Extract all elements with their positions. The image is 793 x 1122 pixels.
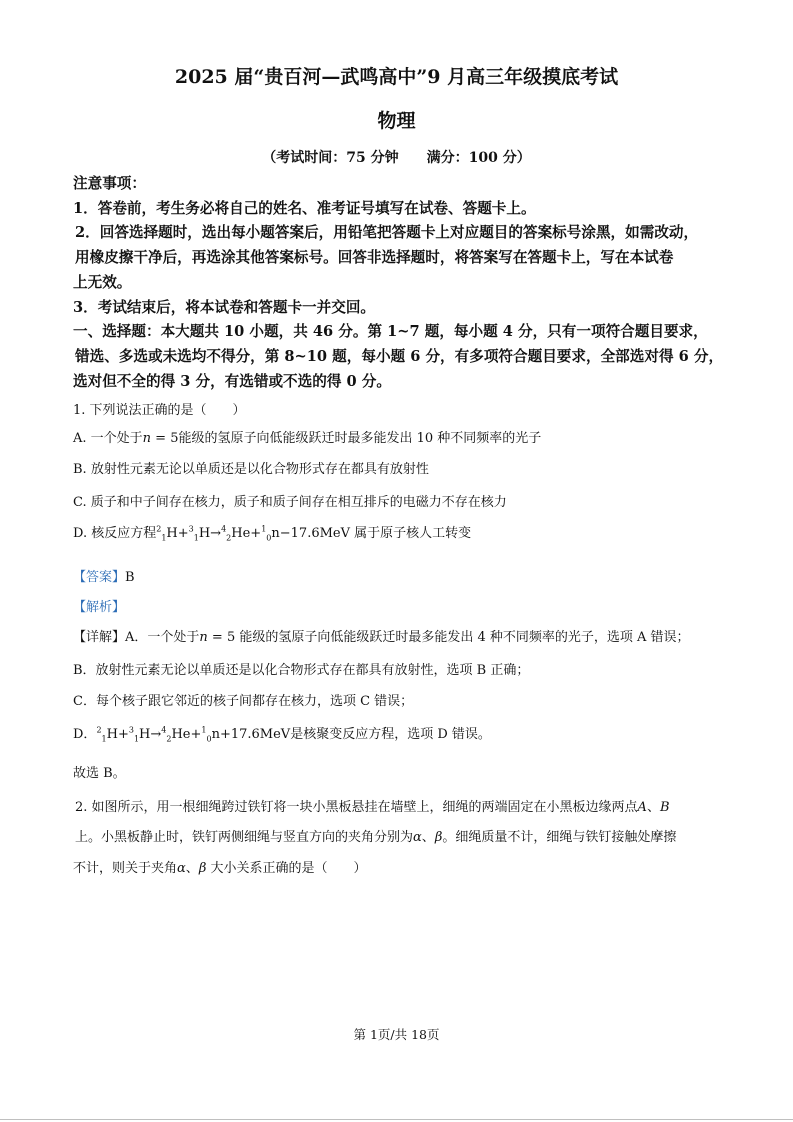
- q2-angles: α、β: [413, 830, 443, 845]
- q2-line-2: [75, 826, 676, 845]
- q2-line-1: [75, 796, 670, 815]
- q1-option-d-formula: $^2_1$H+$^3_1$H→$^4_2$He+$^1_0$n−17.6MeV: [156, 524, 355, 543]
- detail-d-prefix: D．: [73, 727, 97, 742]
- notice-item-2-line-3: 上无效。: [73, 274, 132, 291]
- section1-line-3: 选对但不全的得 3 分，有选错或不选的得 0 分。: [73, 373, 391, 390]
- q2-line-2-prefix: 上。小黑板静止时，铁钉两侧细绳与竖直方向的夹角分别为: [75, 830, 414, 845]
- detail-a-prefix: A．一个处于: [125, 630, 200, 645]
- notice-item-1: 1．答卷前，考生务必将自己的姓名、准考证号填写在试卷、答题卡上。: [73, 200, 536, 217]
- q2-line-3: [73, 857, 366, 876]
- detail-d-text: 是核聚变反应方程，选项 D 错误。: [290, 727, 491, 742]
- detail-tag: 【详解】: [73, 630, 126, 645]
- q2-line-1-text: 2. 如图所示，用一根细绳跨过铁钉将一块小黑板悬挂在墙壁上，细绳的两端固定在小黑板边缘两点: [75, 800, 638, 815]
- q1-option-a-prefix: A. 一个处于: [73, 431, 143, 446]
- q2-line-3-prefix: 不计，则关于夹角: [73, 861, 178, 876]
- page-bottom-divider: [0, 1119, 793, 1120]
- page-number: 第 1页/共 18页: [353, 1027, 440, 1042]
- subject-title: 物理: [377, 110, 416, 132]
- q1-option-a-formula: n = 5: [142, 431, 179, 446]
- notice-heading: 注意事项：: [73, 175, 146, 192]
- q1-option-d-prefix: D. 核反应方程: [73, 526, 157, 541]
- answer-value: B: [125, 570, 135, 585]
- detail-a-formula: n = 5: [199, 630, 240, 645]
- notice-item-3: 3．考试结束后，将本试卷和答题卡一并交回。: [73, 299, 376, 316]
- detail-a-text: 能级的氢原子向低能级跃迁时最多能发出 4 种不同频率的光子，选项 A 错误；: [239, 630, 690, 645]
- q2-line-3-suffix: 大小关系正确的是（ ）: [210, 861, 367, 876]
- answer-tag: 【答案】: [73, 570, 126, 585]
- section1-line-2: 错选、多选或未选均不得分，第 8~10 题，每小题 6 分，有多项符合题目要求，全部选对得 6 分，: [75, 348, 724, 365]
- q1-option-b: B. 放射性元素无论以单质还是以化合物形式存在都具有放射性: [73, 462, 429, 477]
- notice-item-2-line-2: 用橡皮擦干净后，再选涂其他答案标号。回答非选择题时，将答案写在答题卡上，写在本试卷: [75, 249, 674, 266]
- q1-option-a-text: 能级的氢原子向低能级跃迁时最多能发出 10 种不同频率的光子: [178, 431, 542, 446]
- detail-option-b: B．放射性元素无论以单质还是以化合物形式存在都具有放射性，选项 B 正确；: [73, 663, 530, 678]
- q1-option-d: [73, 522, 471, 543]
- page-title: 2025 届“贵百河—武鸣高中”9 月高三年级摸底考试: [174, 66, 619, 88]
- q1-option-c: C. 质子和中子间存在核力，质子和质子间存在相互排斥的电磁力不存在核力: [73, 495, 507, 510]
- notice-item-2-line-1: 2．回答选择题时，选出每小题答案后，用铅笔把答题卡上对应题目的答案标号涂黑，如需改动，: [75, 224, 699, 241]
- detail-d-formula: $^2_1$H+$^3_1$H→$^4_2$He+$^1_0$n+17.6MeV: [96, 725, 291, 744]
- detail-option-c: C．每个核子跟它邻近的核子间都存在核力，选项 C 错误；: [73, 694, 414, 709]
- conclusion: 故选 B。: [73, 766, 126, 781]
- detail-option-d: [73, 723, 491, 744]
- analysis-tag: 【解析】: [73, 600, 126, 615]
- q2-angles-2: α、β: [177, 861, 207, 876]
- exam-info: （考试时间：75 分钟 满分：100 分）: [262, 150, 531, 166]
- section1-line-1: 一、选择题：本大题共 10 小题，共 46 分。第 1~7 题，每小题 4 分，只有一项符合题目要求，: [73, 323, 708, 340]
- detail-option-a: [73, 626, 690, 645]
- q1-option-a: [73, 427, 541, 446]
- q2-line-2-suffix: 。细绳质量不计，细绳与铁钉接触处摩擦: [442, 830, 677, 845]
- q1-stem: 1. 下列说法正确的是（ ）: [73, 403, 246, 418]
- answer-line: [73, 566, 135, 585]
- q2-points-ab: A、B: [637, 800, 670, 815]
- q1-option-d-text: 属于原子核人工转变: [354, 526, 472, 541]
